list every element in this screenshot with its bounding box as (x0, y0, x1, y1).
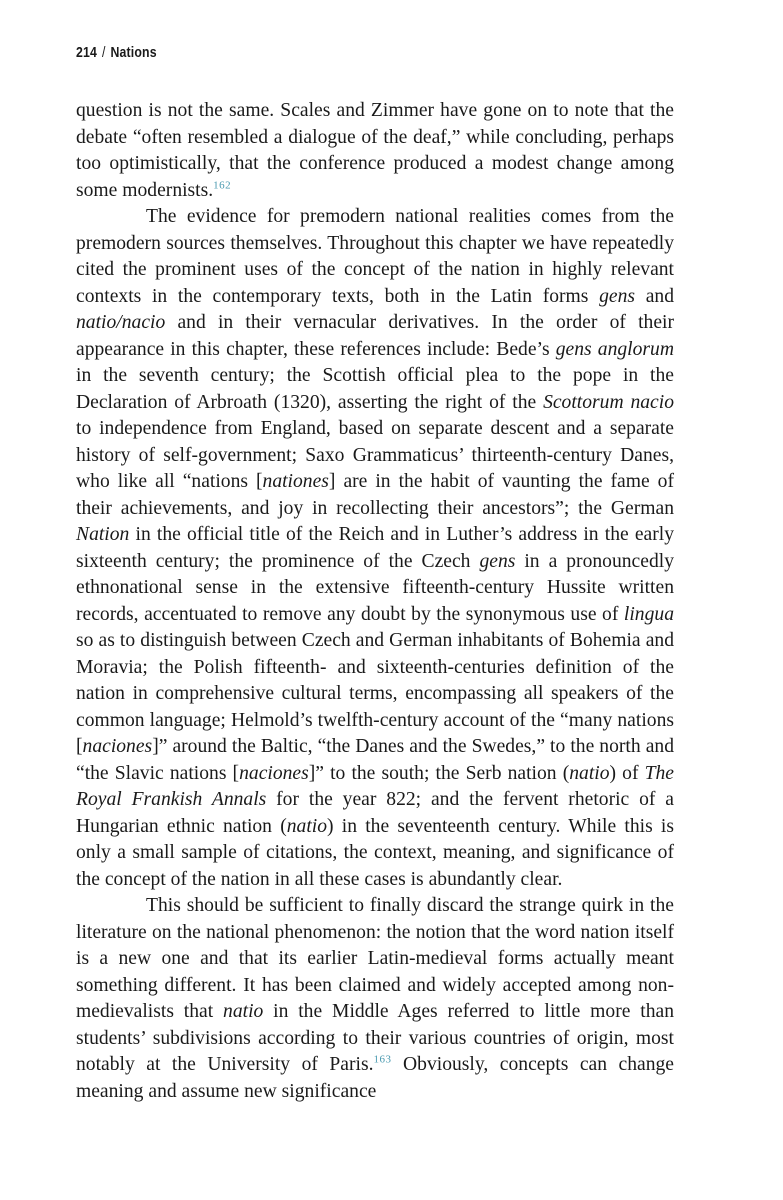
footnote-reference[interactable]: 163 (373, 1053, 392, 1066)
italic-term: naciones (82, 736, 153, 757)
italic-term: natio (286, 815, 328, 837)
italic-term: nationes (262, 471, 329, 492)
footnote-reference[interactable]: 162 (213, 178, 232, 191)
page-number: 214 (76, 44, 98, 61)
italic-term: gens (599, 285, 636, 307)
text-run: in the seventh century; the Scottish official plea to the pope in the Declaration of Arbroath (1320), asserting the right of the (76, 365, 674, 413)
body-text (76, 98, 674, 1105)
italic-term: gens (479, 550, 516, 572)
italic-term: natio/nacio (76, 312, 166, 333)
header-separator: / (101, 44, 106, 61)
running-header (76, 44, 157, 61)
italic-term: natio (223, 1001, 264, 1022)
text-run: ) of (609, 762, 645, 784)
text-run: in the official title of the Reich and in Luther’s address in the early sixteenth century; the prominence of the Czech (76, 524, 674, 572)
italic-term: naciones (239, 762, 309, 784)
paragraph (76, 893, 674, 1105)
text-run: in a pronouncedly ethnonational sense in the extensive fifteenth-century Hussite written records, accentuated to remove any doubt by the synonymous use of (76, 550, 674, 625)
text-run: This should be sufficient to finally discard the strange quirk in the literature on the national phenomenon: the notion that the word nation itself is a new one and that its earlier Latin-medieval forms actually meant something different. It has been claimed and widely accepted among non-medievalists that (76, 895, 674, 1022)
text-run: so as to distinguish between Czech and German inhabitants of Bohemia and Moravia; the Polish fifteenth- and sixteenth-centuries definition of the nation in comprehensive cultural terms, encompassing all speakers of the common language; Helmold’s twelfth-century account of the “many nations [ (76, 630, 674, 757)
text-run: and (635, 285, 674, 307)
text-run: ]” around the Baltic, “the Danes and the Swedes,” to the north and “the Slavic nations [ (76, 736, 674, 784)
running-title: Nations (110, 44, 157, 61)
italic-term: lingua (623, 603, 674, 625)
text-run: Obviously, concepts can change meaning and assume new significance (76, 1054, 675, 1102)
italic-term: Nation (76, 524, 130, 545)
text-run: for the year 822; and the fervent rhetoric of a Hungarian ethnic nation ( (76, 789, 675, 837)
text-run: to independence from England, based on separate descent and a separate history of self-government; Saxo Grammaticus’ thirteenth-century Danes, who like all “nations [ (76, 418, 674, 492)
text-run: question is not the same. Scales and Zimmer have gone on to note that the debate “often resembled a dialogue of the deaf,” while concluding, perhaps too optimistically, that the conference produced a modest change among some modernists. (76, 100, 674, 201)
italic-term: gens anglorum (555, 338, 674, 360)
text-run: ] are in the habit of vaunting the fame of their achievements, and joy in recollecting their ancestors”; the German (76, 471, 674, 519)
text-run: ) in the seventeenth century. While this is only a small sample of citations, the context, meaning, and significance of the concept of the nation in all these cases is abundantly clear. (76, 815, 674, 890)
text-run: ]” to the south; the Serb nation ( (308, 762, 570, 784)
paragraph (76, 98, 674, 204)
text-run: The evidence for premodern national realities comes from the premodern sources themselves. Throughout this chapter we have repeatedly cited the prominent uses of the concept of the nation in highly relevant contexts in the contemporary texts, both in the Latin forms (76, 206, 674, 307)
italic-term: natio (569, 762, 610, 784)
italic-term: Scottorum nacio (543, 391, 674, 413)
text-run: and in their vernacular derivatives. In the order of their appearance in this chapter, these references include: Bede’s (76, 312, 674, 360)
text-run: in the Middle Ages referred to little more than students’ subdivisions according to their various countries of origin, most notably at the University of Paris. (76, 1001, 675, 1075)
paragraph (76, 204, 674, 893)
italic-term: The Royal Frankish Annals (76, 762, 674, 810)
